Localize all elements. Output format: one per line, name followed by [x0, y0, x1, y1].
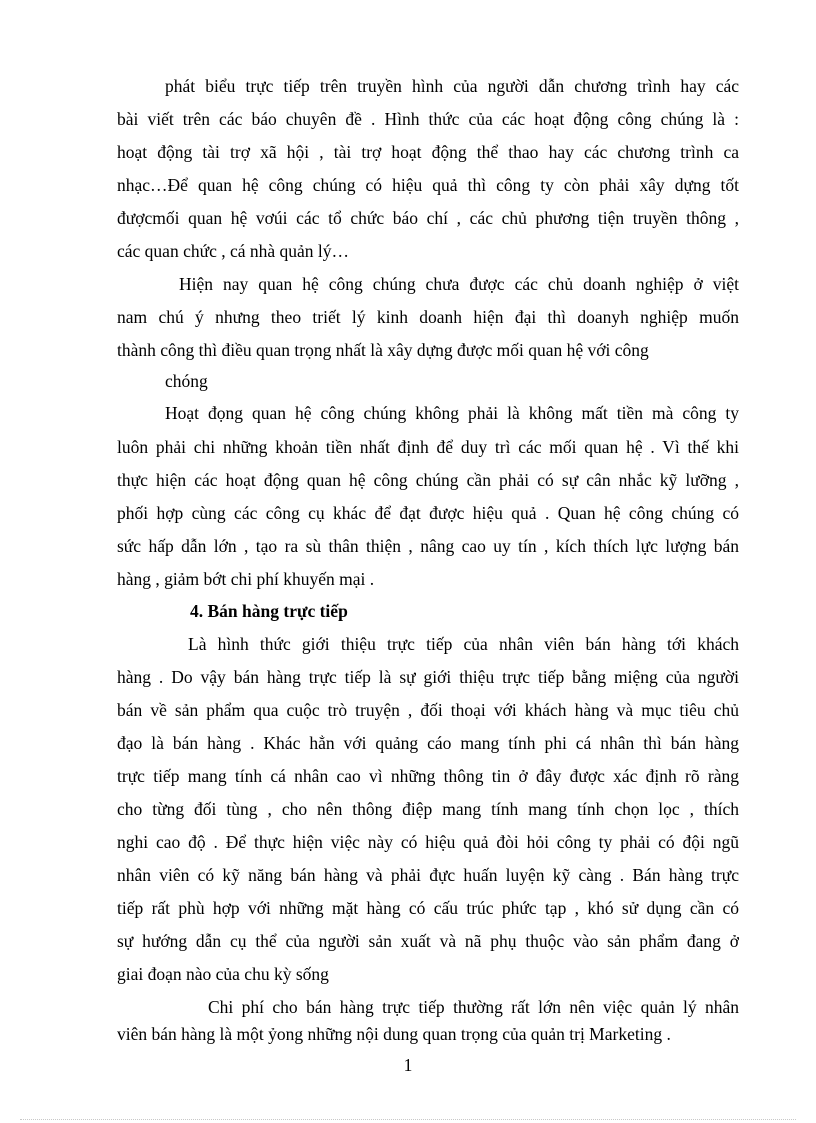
- text-line: phát biểu trực tiếp trên truyền hình của người dẫn chương trình hay các: [165, 76, 739, 96]
- text-line: Hoạt đọng quan hệ công chúng không phải là không mất tiền mà công ty: [165, 403, 739, 423]
- text-line: đượcmối quan hệ vơúi các tổ chức báo chí , các chủ phương tiện truyền thông ,: [117, 208, 739, 228]
- page-number: 1: [403, 1055, 413, 1075]
- text-line: luôn phải chi những khoản tiền nhất định để duy trì các mối quan hệ . Vì thế khi: [117, 437, 739, 457]
- text-line: các quan chức , cá nhà quản lý…: [117, 241, 350, 261]
- text-line: chóng: [165, 371, 208, 391]
- text-line: tiếp rất phù hợp với những mặt hàng có cấu trúc phức tạp , khó sử dụng cần có: [117, 898, 739, 918]
- text-line: bài viết trên các báo chuyên đề . Hình thức của các hoạt động công chúng là :: [117, 109, 739, 129]
- text-line: nam chú ý nhưng theo triết lý kinh doanh hiện đại thì doanyh nghiệp muốn: [117, 307, 739, 327]
- text-line: sự hướng dẫn cụ thể của người sản xuất và nã phụ thuộc vào sản phẩm đang ở: [117, 931, 739, 951]
- section-heading: 4. Bán hàng trực tiếp: [190, 601, 348, 621]
- text-line: giai đoạn nào của chu kỳ sống: [117, 964, 329, 984]
- text-line: Là hình thức giới thiệu trực tiếp của nhân viên bán hàng tới khách: [188, 634, 739, 654]
- text-line: bán về sản phẩm qua cuộc trò truyện , đối thoại với khách hàng và mục tiêu chủ: [117, 700, 739, 720]
- text-line: nhạc…Để quan hệ công chúng có hiệu quả thì công ty còn phải xây dựng tốt: [117, 175, 739, 195]
- text-line: phối hợp cùng các công cụ khác để đạt được hiệu quả . Quan hệ công chúng có: [117, 503, 739, 523]
- page-bottom-divider: [20, 1119, 796, 1120]
- text-line: nghi cao độ . Để thực hiện việc này có hiệu quả đòi hỏi công ty phải có đội ngũ: [117, 832, 739, 852]
- text-line: Chi phí cho bán hàng trực tiếp thường rất lớn nên việc quản lý nhân: [208, 997, 739, 1017]
- text-line: hàng . Do vậy bán hàng trực tiếp là sự giới thiệu trực tiếp bằng miệng của người: [117, 667, 739, 687]
- text-line: hoạt động tài trợ xã hội , tài trợ hoạt động thể thao hay các chương trình ca: [117, 142, 739, 162]
- text-line: viên bán hàng là một ỷong những nội dung quan trọng của quản trị Marketing .: [117, 1024, 671, 1044]
- text-line: cho từng đối tùng , cho nên thông điệp mang tính mang tính chọn lọc , thích: [117, 799, 739, 819]
- text-line: Hiện nay quan hệ công chúng chưa được các chủ doanh nghiệp ở việt: [179, 274, 739, 294]
- text-line: thành công thì điều quan trọng nhất là xây dựng được mối quan hệ với công: [117, 340, 649, 360]
- text-line: thực hiện các hoạt động quan hệ công chúng cần phải có sự cân nhắc kỹ lưỡng ,: [117, 470, 739, 490]
- text-line: đạo là bán hàng . Khác hẳn với quảng cáo mang tính phi cá nhân thì bán hàng: [117, 733, 739, 753]
- text-line: nhân viên có kỹ năng bán hàng và phải đực huấn luyện kỹ càng . Bán hàng trực: [117, 865, 739, 885]
- text-line: hàng , giảm bớt chi phí khuyến mại .: [117, 569, 375, 589]
- text-line: sức hấp dẫn lớn , tạo ra sù thân thiện , nâng cao uy tín , kích thích lực lượng bán: [117, 536, 739, 556]
- text-line: trực tiếp mang tính cá nhân cao vì những thông tin ở đây được xác định rõ ràng: [117, 766, 739, 786]
